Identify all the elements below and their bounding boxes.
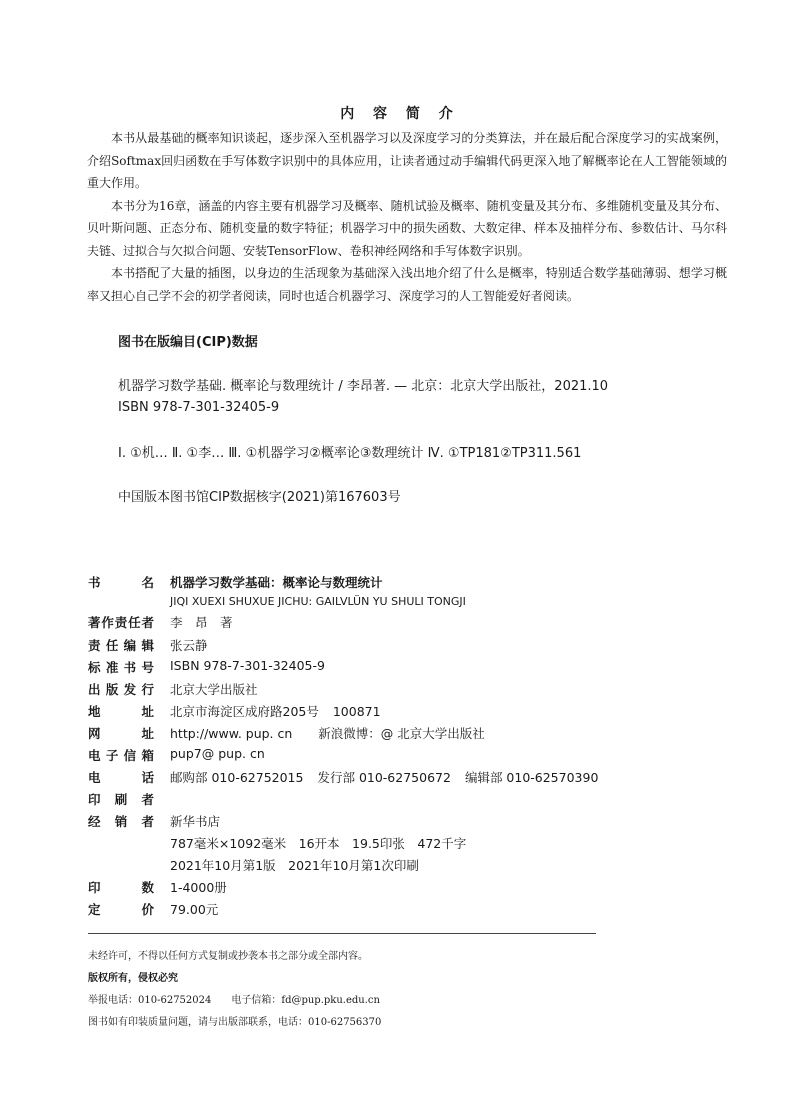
summary-title: 内 容 简 介 [340, 106, 460, 122]
cip-classification-line: Ⅰ. ①机… Ⅱ. ①李… Ⅲ. ①机器学习②概率论③数理统计 Ⅳ. ①TP181②TP311.561 [118, 446, 582, 461]
cip-heading: 图书在版编目(CIP)数据 [118, 335, 258, 350]
rights-notice: 版权所有，侵权必究 [88, 973, 178, 984]
phone-values [170, 768, 598, 786]
postcode: 100871 [332, 704, 381, 719]
summary-paragraph: 本书分为16章，涵盖的内容主要有机器学习及概率、随机试验及概率、随机变量及其分布、多维随机变量及其分布、贝叶斯问题、正态分布、随机变量的数字特征；机器学习中的损失函数、大数定律、样本及抽样分布、参数估计、马尔科夫链、过拟合与欠拟合问题、安装TensorFlow、卷积神经网络和手写体数字识别。 [87, 198, 727, 258]
website-link[interactable]: http://www. pup. cn [170, 726, 293, 741]
publisher: 北京大学出版社 [170, 682, 258, 697]
summary-paragraph: 本书搭配了大量的插图，以身边的生活现象为基础深入浅出地介绍了什么是概率，特别适合数学基础薄弱、想学习概率又担心自己学不会的初学者阅读，同时也适合机器学习、深度学习的人工智能爱好者阅读。 [87, 266, 727, 303]
isbn: ISBN 978-7-301-32405-9 [170, 658, 325, 673]
email-address[interactable]: pup7@ pup. cn [170, 746, 265, 761]
report-contact: 举报电话：010-62752024 电子信箱：fd@pup.pku.edu.cn [88, 995, 380, 1006]
edition-info: 2021年10月第1版 2021年10月第1次印刷 [170, 858, 419, 873]
isbn-label: 标准书号 [88, 660, 154, 675]
distributor: 新华书店 [170, 814, 221, 829]
book-format: 787毫米×1092毫米 16开本 19.5印张 472千字 [170, 836, 467, 851]
quality-contact: 图书如有印装质量问题，请与出版部联系，电话：010-62756370 [88, 1017, 382, 1028]
phone-editorial: 编辑部 010-62570390 [464, 770, 599, 785]
book-title-pinyin: JIQI XUEXI SHUXUE JICHU: GAILVLÜN YU SHULI TONGJI [170, 595, 466, 608]
phone-label: 电话 [88, 770, 154, 785]
copyright-notice: 未经许可，不得以任何方式复制或抄袭本书之部分或全部内容。 [88, 951, 368, 962]
price-label: 定价 [88, 902, 154, 917]
address-values [170, 702, 381, 720]
website-label: 网址 [88, 726, 154, 741]
editor: 张云静 [170, 638, 208, 653]
cip-catalog-line: 机器学习数学基础. 概率论与数理统计 / 李昂著. — 北京：北京大学出版社，2021.10 [118, 379, 609, 394]
weibo-account: 新浪微博：@ 北京大学出版社 [318, 726, 485, 741]
cip-record-number: 中国版本图书馆CIP数据核字(2021)第167603号 [118, 490, 401, 505]
address-label: 地址 [88, 704, 154, 719]
phone-mail-order: 邮购部 010-62752015 [170, 770, 304, 785]
author: 李 昂 著 [170, 615, 233, 630]
website-values [170, 724, 485, 742]
book-title-label: 书名 [88, 575, 154, 590]
editor-label: 责任编辑 [88, 638, 154, 653]
author-label: 著作责任者 [88, 615, 154, 630]
cip-isbn-line: ISBN 978-7-301-32405-9 [118, 400, 280, 415]
address: 北京市海淀区成府路205号 [170, 704, 319, 719]
book-title: 机器学习数学基础：概率论与数理统计 [170, 575, 383, 590]
print-run-label: 印数 [88, 880, 154, 895]
print-run: 1-4000册 [170, 880, 227, 895]
email-label: 电子信箱 [88, 748, 154, 763]
summary-body [87, 127, 727, 307]
summary-paragraph: 本书从最基础的概率知识谈起，逐步深入至机器学习以及深度学习的分类算法，并在最后配合深度学习的实战案例，介绍Softmax回归函数在手写体数字识别中的具体应用，让读者通过动手编辑代码更深入地了解概率论在人工智能领域的重大作用。 [87, 131, 727, 190]
footer-divider [88, 933, 596, 934]
distributor-label: 经销者 [88, 814, 154, 829]
price: 79.00元 [170, 902, 219, 917]
printer-label: 印刷者 [88, 792, 154, 807]
publisher-label: 出版发行 [88, 682, 154, 697]
phone-distribution: 发行部 010-62750672 [317, 770, 451, 785]
